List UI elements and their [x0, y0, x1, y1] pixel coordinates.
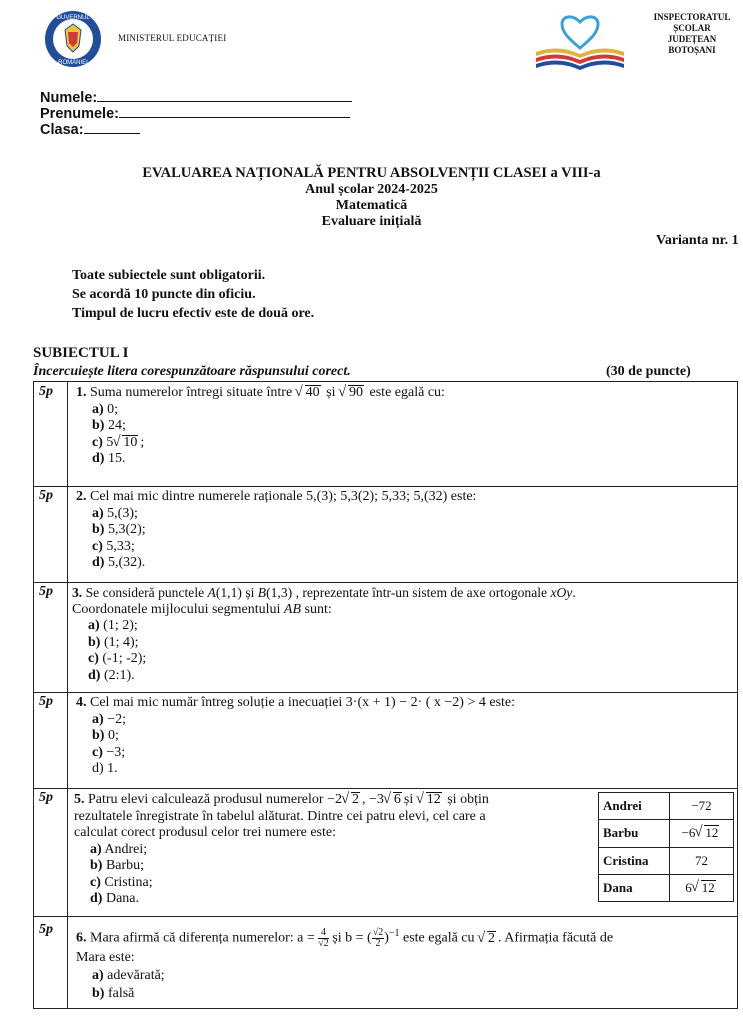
sqrt-40: √ 40: [296, 385, 321, 402]
q1-option-a[interactable]: a) 0;: [92, 401, 119, 417]
q6-option-a[interactable]: a) adevărată;: [92, 967, 165, 983]
q2-option-a[interactable]: a) 5,(3);: [92, 505, 138, 521]
q1-option-c[interactable]: c) 5√ 10 ;: [76, 435, 445, 452]
question-5: 5. Patru elevi calculează produsul numerelor −2√ 2 , −3√ 6 și √ 12 și obțin rezultatele înregistrate în tabelul alăturat. Dintre cei patru elevi, cel care a calculat corect produsul celor trei numere este: a) Andrei; b) Barbu; c) Cristina; d) Dana.: [74, 792, 594, 908]
q4-option-a[interactable]: a) −2;: [92, 711, 126, 727]
q3-points: 5p: [39, 584, 53, 599]
q6-points: 5p: [39, 922, 53, 937]
question-1: 1. Suma numerelor întregi situate între √ 40 și √ 90 este egală cu: a) 0; b) 24; c) 5√ 10 ; d) 15.: [76, 385, 445, 468]
table-row: Barbu −6√ 12: [599, 820, 734, 847]
q5-option-c[interactable]: c) Cristina;: [90, 874, 153, 890]
q5-option-d[interactable]: d) Dana.: [90, 891, 139, 906]
class-line[interactable]: [84, 121, 140, 134]
q4-option-c[interactable]: c) −3;: [92, 744, 126, 760]
q2-points: 5p: [39, 488, 53, 503]
sqrt-90: √ 90: [339, 385, 364, 402]
q4-points: 5p: [39, 694, 53, 709]
q4-option-d[interactable]: d) 1.: [92, 761, 118, 776]
section-points: (30 de puncte): [606, 364, 691, 379]
question-4: 4. Cel mai mic număr întreg soluție a inecuației 3·(x + 1) − 2· ( x −2) > 4 este: a) −2; b) 0; c) −3; d) 1.: [76, 695, 516, 776]
name-line[interactable]: [97, 89, 352, 102]
book-heart-logo-icon: [528, 8, 632, 70]
school-year: Anul școlar 2024-2025: [305, 182, 438, 197]
government-seal-icon: [44, 10, 102, 68]
instruction-1: Toate subiectele sunt obligatorii.: [72, 268, 266, 283]
section-title: SUBIECTUL I: [33, 345, 129, 361]
q2-option-c[interactable]: c) 5,33;: [92, 538, 135, 554]
inspectorate-name: INSPECTORATUL ȘCOLAR JUDEȚEAN BOTOȘANI: [653, 12, 731, 55]
instruction-2: Se acordă 10 puncte din oficiu.: [72, 287, 256, 302]
name-field[interactable]: Numele:: [40, 89, 352, 106]
variant-number: Varianta nr. 1: [656, 233, 739, 248]
q3-option-b[interactable]: b) (1; 4);: [88, 634, 139, 650]
q4-option-b[interactable]: b) 0;: [92, 728, 119, 743]
surname-line[interactable]: [119, 105, 350, 118]
q5-option-b[interactable]: b) Barbu;: [90, 858, 145, 873]
class-field[interactable]: Clasa:: [40, 121, 140, 138]
table-row: Dana 6√ 12: [599, 874, 734, 901]
table-row: Andrei −72: [599, 793, 734, 820]
q2-option-b[interactable]: b) 5,3(2);: [92, 522, 146, 537]
students-results-table: [598, 792, 734, 902]
instruction-3: Timpul de lucru efectiv este de două ore.: [72, 306, 315, 321]
surname-field[interactable]: Prenumele:: [40, 105, 350, 122]
question-3: 3. Se consideră punctele A(1,1) și B(1,3) , reprezentate într-un sistem de axe ortogonale xOy. Coordonatele mijlocului segmentului AB sunt: a) (1; 2); b) (1; 4); c) (-1; -2); d) (2:1).: [72, 585, 576, 683]
evaluation-type: Evaluare inițială: [321, 214, 422, 229]
svg-text:ROMÂNIEI: ROMÂNIEI: [58, 60, 88, 66]
q2-option-d[interactable]: d) 5,(32).: [92, 555, 146, 570]
exam-title: EVALUAREA NAȚIONALĂ PENTRU ABSOLVENȚII CLASEI a VIII-a: [142, 165, 601, 181]
subject-name: Matematică: [335, 198, 408, 213]
seal-text: GUVERNUL: [56, 15, 90, 21]
q5-points: 5p: [39, 790, 53, 805]
q6-option-b[interactable]: b) falsă: [92, 985, 135, 1001]
question-6: 6. Mara afirmă că diferența numerelor: a = $\frac{4}{√2}$ și b = ( $\frac{√2}{2}$ )$^{-1}$ este egală cu √ 2 . Afirmația făcută de Mara este: a) adevărată; b) falsă: [76, 925, 613, 1003]
table-row: Cristina 72: [599, 847, 734, 874]
q3-option-a[interactable]: a) (1; 2);: [88, 618, 138, 633]
q3-option-d[interactable]: d) (2:1).: [88, 667, 135, 683]
q3-option-c[interactable]: c) (-1; -2);: [88, 651, 147, 666]
q1-points: 5p: [39, 384, 53, 399]
q1-option-b[interactable]: b) 24;: [92, 418, 126, 433]
q1-option-d[interactable]: d) 15.: [92, 451, 126, 466]
question-2: 2. Cel mai mic dintre numerele raționale 5,(3); 5,3(2); 5,33; 5,(32) este: a) 5,(3); b) 5,3(2); c) 5,33; d) 5,(32).: [76, 489, 477, 570]
ministry-name: MINISTERUL EDUCAȚIEI: [118, 33, 227, 43]
questions-table: [33, 381, 738, 1009]
q5-option-a[interactable]: a) Andrei;: [90, 841, 148, 857]
section-instruction: Încercuiește litera corespunzătoare răspunsului corect.: [33, 364, 351, 379]
